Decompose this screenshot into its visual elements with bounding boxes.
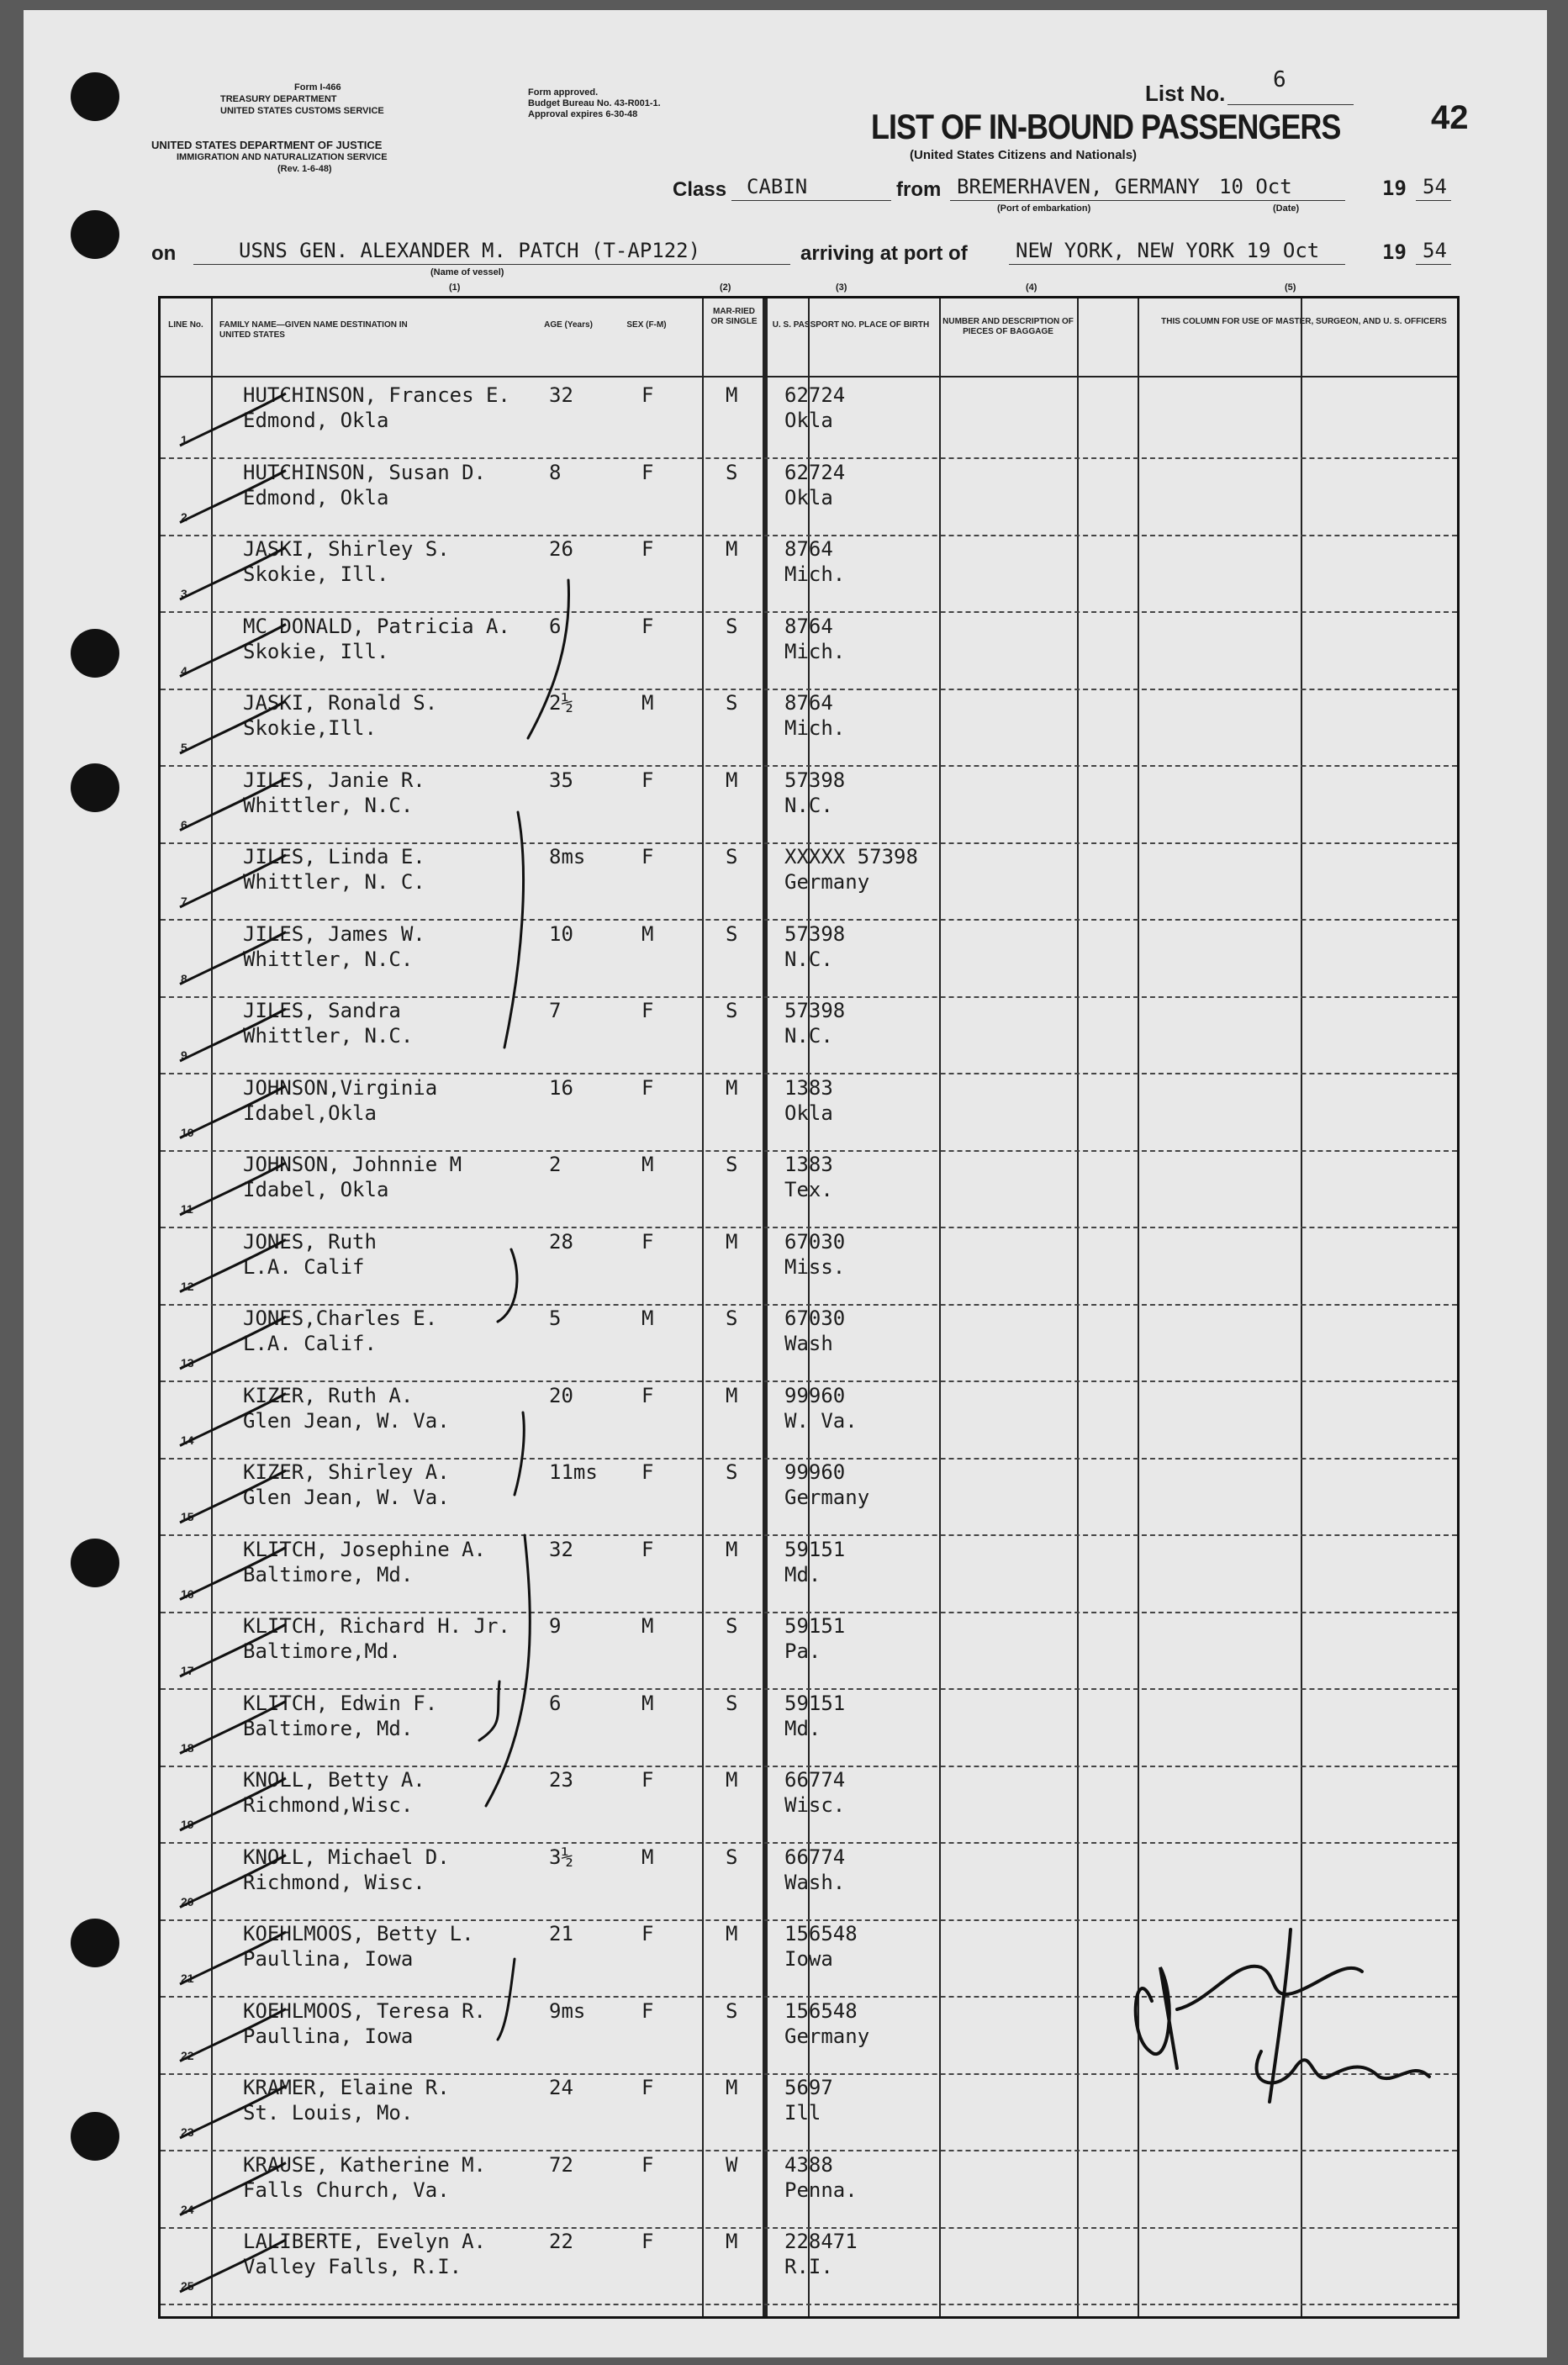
marital-status: M (726, 2076, 738, 2099)
line-number: 23 (181, 2125, 194, 2139)
marital-status: M (726, 383, 738, 407)
passport-number: 66774 (784, 1845, 846, 1869)
col-header-passport: U. S. PASSPORT NO. PLACE OF BIRTH (772, 320, 930, 330)
sex: F (641, 383, 654, 407)
destination: Edmond, Okla (243, 485, 389, 509)
vessel-caption: (Name of vessel) (430, 267, 504, 277)
passport-number: 62724 (784, 460, 846, 484)
check-mark (180, 471, 286, 523)
age: 7 (549, 999, 562, 1022)
destination: Paullina, Iowa (243, 1947, 414, 1971)
sex: F (641, 1922, 654, 1945)
year-2: 54 (1423, 239, 1447, 262)
marital-status: S (726, 1460, 738, 1484)
place-of-birth: W. Va. (784, 1408, 858, 1433)
destination: Baltimore,Md. (243, 1639, 401, 1663)
passenger-name: KNOLL, Betty A. (243, 1768, 425, 1792)
document-title: LIST OF IN-BOUND PASSENGERS (871, 106, 1341, 146)
place-of-birth: Okla (784, 409, 833, 432)
sex: M (641, 921, 654, 946)
line-number: 3 (181, 587, 187, 600)
destination: Glen Jean, W. Va. (243, 1408, 450, 1433)
passenger-name: JOHNSON, Johnnie M (243, 1153, 462, 1176)
marital-status: S (726, 845, 738, 868)
sex: F (641, 1383, 654, 1407)
form-number: Form I-466 (294, 82, 341, 92)
check-mark (180, 1548, 286, 1600)
year-prefix-1: 19 (1382, 177, 1407, 200)
date-caption: (Date) (1273, 203, 1300, 214)
marital-status: S (726, 1614, 738, 1638)
age: 23 (549, 1768, 573, 1792)
destination: Baltimore, Md. (243, 1562, 414, 1586)
customs-line: UNITED STATES CUSTOMS SERVICE (220, 106, 384, 116)
destination: Valley Falls, R.I. (243, 2255, 462, 2278)
year-1: 54 (1423, 175, 1447, 198)
line-number: 14 (181, 1433, 194, 1447)
line-number: 22 (181, 2048, 194, 2062)
passport-number: 66774 (784, 1768, 846, 1792)
col-header-name: FAMILY NAME—GIVEN NAME DESTINATION IN UNITED STATES (219, 320, 408, 340)
sex: F (641, 460, 654, 484)
age: 28 (549, 1229, 573, 1254)
destination: Edmond, Okla (243, 409, 389, 432)
from-label: from (896, 178, 942, 201)
place-of-birth: Tex. (784, 1178, 833, 1201)
age: 32 (549, 1537, 573, 1561)
passenger-name: KRAUSE, Katherine M. (243, 2152, 486, 2177)
age: 22 (549, 2230, 573, 2253)
embark-port: BREMERHAVEN, GERMANY (957, 175, 1200, 198)
age: 20 (549, 1383, 573, 1407)
age: 32 (549, 383, 573, 407)
passport-number: 57398 (784, 921, 846, 946)
check-mark (180, 1240, 286, 1292)
marital-status: M (726, 1537, 738, 1561)
line-number: 10 (181, 1125, 194, 1139)
passenger-name: LALIBERTE, Evelyn A. (243, 2230, 486, 2253)
passport-number: 59151 (784, 1537, 846, 1561)
passenger-name: JASKI, Shirley S. (243, 537, 450, 561)
signature (1136, 1929, 1429, 2102)
budget-approved: Form approved. (528, 87, 599, 98)
line-number: 24 (181, 2202, 194, 2216)
destination: Whittler, N.C. (243, 947, 414, 971)
check-mark (180, 932, 286, 985)
passenger-name: HUTCHINSON, Frances E. (243, 383, 510, 407)
place-of-birth: Miss. (784, 1254, 846, 1279)
check-mark (180, 1009, 286, 1061)
list-no-value: 6 (1273, 67, 1286, 92)
age: 16 (549, 1075, 573, 1100)
age: 3½ (549, 1845, 573, 1869)
age: 26 (549, 537, 573, 561)
destination: Richmond,Wisc. (243, 1793, 414, 1817)
age: 2 (549, 1153, 562, 1176)
sex: F (641, 1460, 654, 1484)
place-of-birth: N.C. (784, 793, 833, 817)
marital-status: S (726, 1153, 738, 1176)
destination: L.A. Calif. (243, 1332, 377, 1355)
line-number: 7 (181, 895, 187, 908)
check-mark (180, 2240, 286, 2292)
col-num-4: (4) (1026, 282, 1037, 293)
check-mark (180, 1702, 286, 1754)
marital-status: M (726, 1922, 738, 1945)
class-label: Class (673, 178, 727, 201)
destination: Skokie,Ill. (243, 716, 377, 740)
sex: F (641, 999, 654, 1022)
check-mark (180, 2009, 286, 2061)
line-number: 20 (181, 1894, 194, 1908)
age: 6 (549, 1691, 562, 1715)
line-number: 9 (181, 1048, 187, 1062)
destination: Idabel,Okla (243, 1101, 377, 1125)
age: 21 (549, 1922, 573, 1945)
place-of-birth: Ill (784, 2101, 821, 2125)
class-value: CABIN (747, 175, 808, 198)
sex: M (641, 691, 654, 715)
check-mark (180, 1163, 286, 1215)
col-num-1: (1) (449, 282, 461, 293)
treasury-line: TREASURY DEPARTMENT (220, 94, 337, 104)
marital-status: S (726, 999, 738, 1022)
document-subtitle: (United States Citizens and Nationals) (910, 148, 1138, 162)
ins-line: IMMIGRATION AND NATURALIZATION SERVICE (177, 152, 388, 162)
place-of-birth: N.C. (784, 1024, 833, 1048)
passport-number: 99960 (784, 1383, 846, 1407)
destination: Glen Jean, W. Va. (243, 1486, 450, 1509)
passenger-name: JASKI, Ronald S. (243, 691, 438, 715)
line-number: 11 (181, 1202, 193, 1216)
sex: F (641, 845, 654, 868)
col-header-line-no: LINE No. (168, 320, 203, 330)
passenger-name: KRAMER, Elaine R. (243, 2076, 450, 2099)
sex: F (641, 1768, 654, 1792)
check-mark (180, 2163, 286, 2215)
check-mark (180, 625, 286, 677)
place-of-birth: Mich. (784, 562, 846, 586)
line-number: 16 (181, 1586, 194, 1601)
passport-number: 8764 (784, 614, 833, 638)
passenger-name: MC DONALD, Patricia A. (243, 614, 510, 638)
age: 35 (549, 768, 573, 792)
passport-number: 62724 (784, 383, 846, 407)
destination: Paullina, Iowa (243, 2024, 414, 2048)
col-header-officers: THIS COLUMN FOR USE OF MASTER, SURGEON, AND U. S. OFFICERS (1161, 317, 1447, 326)
line-number: 6 (181, 817, 187, 831)
sex: F (641, 2230, 654, 2253)
passenger-name: JOHNSON,Virginia (243, 1075, 438, 1100)
place-of-birth: Okla (784, 485, 833, 509)
destination: Skokie, Ill. (243, 562, 389, 586)
marital-status: M (726, 768, 738, 792)
marital-status: S (726, 1307, 738, 1330)
place-of-birth: Pa. (784, 1639, 821, 1663)
line-number: 21 (181, 1972, 194, 1985)
place-of-birth: R.I. (784, 2255, 833, 2278)
col-header-sex: SEX (F-M) (626, 320, 667, 330)
page-number: 42 (1431, 99, 1469, 136)
check-mark (180, 779, 286, 831)
line-number: 25 (181, 2279, 194, 2293)
destination: Skokie, Ill. (243, 639, 389, 663)
check-mark (180, 2086, 286, 2138)
col-num-2: (2) (720, 282, 731, 293)
passenger-name: JONES,Charles E. (243, 1307, 438, 1330)
passport-number: 5697 (784, 2076, 833, 2099)
arriving-label: arriving at port of (800, 242, 968, 265)
check-mark (180, 701, 286, 753)
marital-status: W (726, 2152, 738, 2177)
age: 24 (549, 2076, 573, 2099)
place-of-birth: Mich. (784, 716, 846, 740)
marital-status: S (726, 1845, 738, 1869)
check-mark (180, 1086, 286, 1138)
place-of-birth: Mich. (784, 639, 846, 663)
budget-expires: Approval expires 6-30-48 (528, 109, 638, 119)
destination: Whittler, N.C. (243, 793, 414, 817)
line-number: 15 (181, 1510, 194, 1523)
sex: F (641, 614, 654, 638)
sex: F (641, 2076, 654, 2099)
sex: F (641, 537, 654, 561)
check-mark (180, 1317, 286, 1369)
destination: Richmond, Wisc. (243, 1870, 425, 1894)
marital-status: M (726, 1383, 738, 1407)
col-header-baggage: NUMBER AND DESCRIPTION OF PIECES OF BAGGAGE (942, 317, 1074, 336)
sex: M (641, 1153, 654, 1176)
passport-number: 4388 (784, 2152, 833, 2177)
marital-status: S (726, 921, 738, 946)
destination: Baltimore, Md. (243, 1716, 414, 1740)
sex: M (641, 1307, 654, 1330)
check-mark (180, 1470, 286, 1523)
marital-status: S (726, 460, 738, 484)
list-no-label: List No. (1145, 81, 1226, 106)
passport-number: 57398 (784, 999, 846, 1022)
col-num-3: (3) (836, 282, 847, 293)
check-mark (180, 1778, 286, 1830)
justice-line: UNITED STATES DEPARTMENT OF JUSTICE (151, 139, 383, 151)
passenger-name: JILES, Linda E. (243, 845, 425, 868)
budget-bureau: Budget Bureau No. 43-R001-1. (528, 98, 661, 108)
passport-number: 8764 (784, 691, 833, 715)
passenger-name: KNOLL, Michael D. (243, 1845, 450, 1869)
destination: Falls Church, Va. (243, 2178, 450, 2202)
place-of-birth: Md. (784, 1562, 821, 1586)
passenger-name: HUTCHINSON, Susan D. (243, 460, 486, 484)
destination: Whittler, N.C. (243, 1024, 414, 1048)
passenger-name: KIZER, Ruth A. (243, 1383, 414, 1407)
place-of-birth: Germany (784, 870, 870, 894)
line-number: 8 (181, 971, 187, 985)
age: 72 (549, 2152, 573, 2177)
sex: F (641, 2152, 654, 2177)
passport-number: 8764 (784, 537, 833, 561)
check-mark (180, 1932, 286, 1984)
age: 5 (549, 1307, 562, 1330)
line-number: 17 (181, 1664, 194, 1677)
place-of-birth: Md. (784, 1716, 821, 1740)
passport-number: XXXXX 57398 (784, 845, 918, 868)
passport-number: 1383 (784, 1075, 833, 1100)
year-prefix-2: 19 (1382, 240, 1407, 264)
age: 6 (549, 614, 562, 638)
age: 8ms (549, 845, 586, 868)
passenger-name: KLITCH, Edwin F. (243, 1691, 438, 1715)
passport-number: 156548 (784, 1922, 858, 1945)
line-number: 1 (181, 433, 187, 446)
destination: L.A. Calif (243, 1254, 365, 1279)
passport-number: 228471 (784, 2230, 858, 2253)
age: 10 (549, 921, 573, 946)
line-number: 4 (181, 663, 187, 678)
marital-status: S (726, 1691, 738, 1715)
line-number: 19 (181, 1818, 194, 1831)
line-number: 12 (181, 1279, 194, 1293)
passenger-name: JILES, James W. (243, 921, 425, 946)
sex: F (641, 1075, 654, 1100)
destination: St. Louis, Mo. (243, 2101, 414, 2125)
check-mark (180, 1856, 286, 1908)
sex: M (641, 1845, 654, 1869)
rev-line: (Rev. 1-6-48) (277, 164, 332, 174)
marital-status: S (726, 691, 738, 715)
place-of-birth: Germany (784, 1486, 870, 1509)
place-of-birth: N.C. (784, 947, 833, 971)
passport-number: 1383 (784, 1153, 833, 1176)
passenger-name: KOEHLMOOS, Teresa R. (243, 1998, 486, 2023)
sex: F (641, 1229, 654, 1254)
passport-number: 59151 (784, 1614, 846, 1638)
embark-date: 10 Oct (1219, 175, 1292, 198)
col-header-married: MAR-RIED OR SINGLE (710, 307, 758, 326)
age: 2½ (549, 691, 573, 715)
sex: F (641, 768, 654, 792)
place-of-birth: Wash (784, 1332, 833, 1355)
check-mark (180, 1394, 286, 1446)
col-num-5: (5) (1285, 282, 1296, 293)
vessel-name: USNS GEN. ALEXANDER M. PATCH (T-AP122) (239, 239, 701, 262)
line-number: 13 (181, 1356, 194, 1370)
place-of-birth: Penna. (784, 2178, 858, 2202)
embark-caption: (Port of embarkation) (997, 203, 1091, 214)
passport-number: 67030 (784, 1307, 846, 1330)
passenger-name: JILES, Janie R. (243, 768, 425, 792)
marital-status: M (726, 1768, 738, 1792)
passport-number: 67030 (784, 1229, 846, 1254)
marital-status: M (726, 537, 738, 561)
sex: M (641, 1691, 654, 1715)
bracket-marks (479, 580, 569, 2040)
place-of-birth: Iowa (784, 1947, 833, 1971)
sex: M (641, 1614, 654, 1638)
line-number: 2 (181, 509, 187, 524)
passenger-name: KLITCH, Josephine A. (243, 1537, 486, 1561)
passenger-name: KIZER, Shirley A. (243, 1460, 450, 1484)
place-of-birth: Wash. (784, 1870, 846, 1894)
arrival-port: NEW YORK, NEW YORK 19 Oct (1016, 239, 1320, 262)
passenger-name: JONES, Ruth (243, 1229, 377, 1254)
passport-number: 99960 (784, 1460, 846, 1484)
passport-number: 59151 (784, 1691, 846, 1715)
age: 9 (549, 1614, 562, 1638)
marital-status: M (726, 1229, 738, 1254)
check-mark (180, 393, 286, 446)
destination: Idabel, Okla (243, 1178, 389, 1201)
passenger-name: JILES, Sandra (243, 999, 401, 1022)
marital-status: M (726, 1075, 738, 1100)
check-mark (180, 547, 286, 599)
line-number: 18 (181, 1740, 194, 1755)
place-of-birth: Okla (784, 1101, 833, 1125)
age: 11ms (549, 1460, 598, 1484)
sex: F (641, 1537, 654, 1561)
line-number: 5 (181, 741, 187, 754)
marital-status: S (726, 614, 738, 638)
check-mark (180, 855, 286, 907)
place-of-birth: Wisc. (784, 1793, 846, 1817)
passport-number: 57398 (784, 768, 846, 792)
destination: Whittler, N. C. (243, 870, 425, 894)
col-header-age: AGE (Years) (544, 320, 593, 330)
age: 9ms (549, 1998, 586, 2023)
place-of-birth: Germany (784, 2024, 870, 2048)
check-mark (180, 1624, 286, 1676)
age: 8 (549, 460, 562, 484)
marital-status: S (726, 1998, 738, 2023)
on-label: on (151, 242, 177, 265)
marital-status: M (726, 2230, 738, 2253)
sex: F (641, 1998, 654, 2023)
passenger-name: KLITCH, Richard H. Jr. (243, 1614, 510, 1638)
passport-number: 156548 (784, 1998, 858, 2023)
passenger-name: KOEHLMOOS, Betty L. (243, 1922, 474, 1945)
